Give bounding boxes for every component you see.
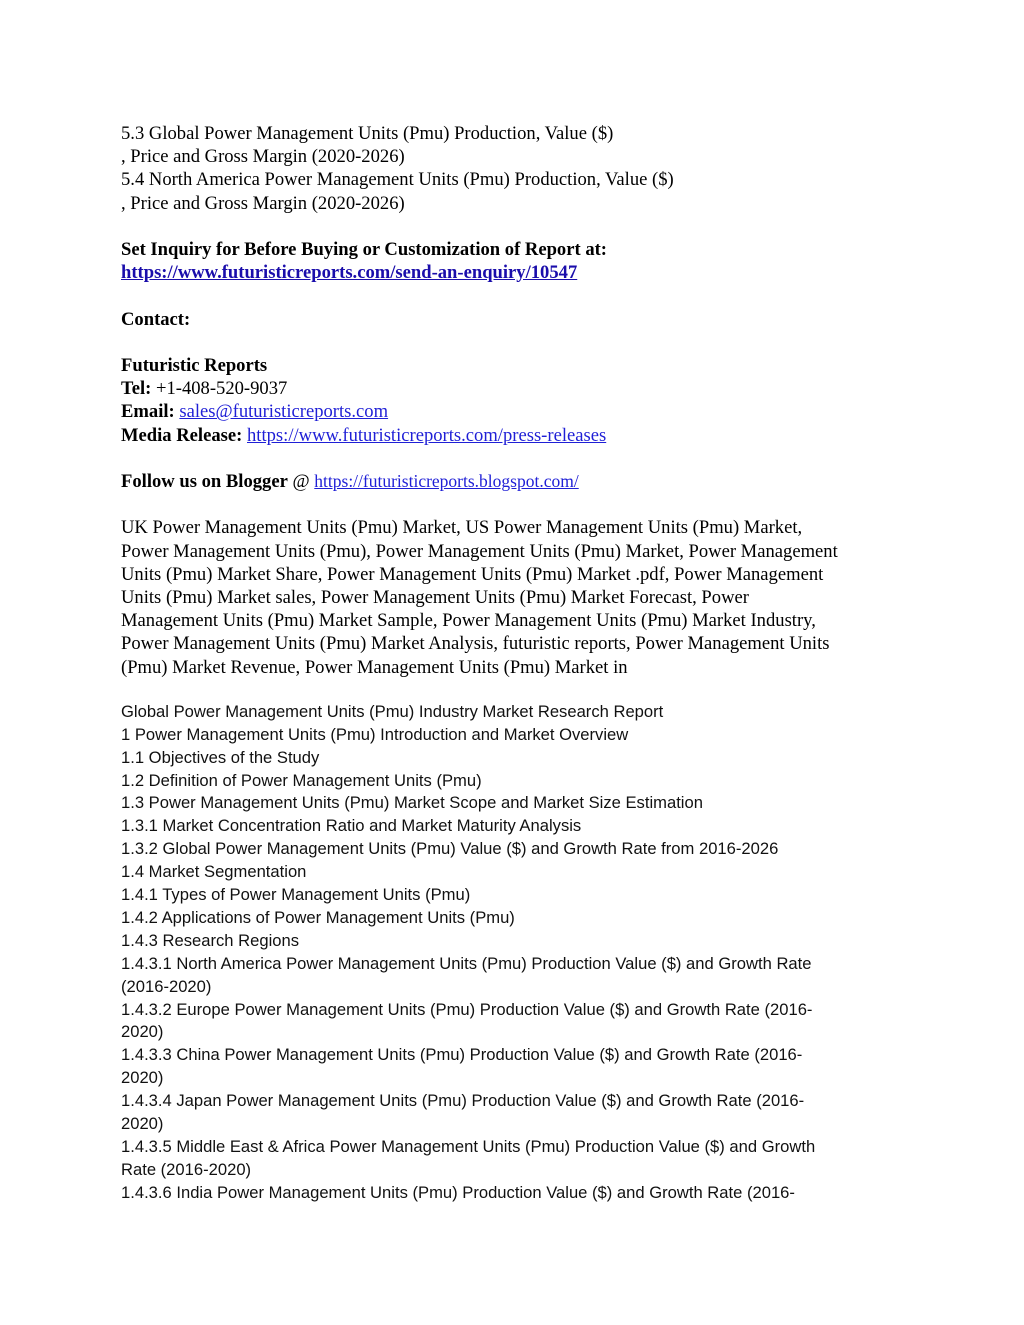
keywords-paragraph bbox=[121, 516, 911, 678]
email-link[interactable]: sales@futuristicreports.com bbox=[179, 401, 389, 423]
toc-item: 1.4.3.6 India Power Management Units (Pmu) Production Value ($) and Growth Rate (2016- bbox=[121, 1182, 795, 1202]
keywords-line: Power Management Units (Pmu), Power Management Units (Pmu) Market, Power Management bbox=[121, 540, 838, 562]
document-page bbox=[121, 122, 911, 1205]
toc-item: 1.2 Definition of Power Management Units (Pmu) bbox=[121, 770, 482, 790]
toc-item: 1.4.3.3 China Power Management Units (Pmu) Production Value ($) and Growth Rate (2016- bbox=[121, 1045, 803, 1065]
section-5-4-line1: 5.4 North America Power Management Units (Pmu) Production, Value ($) bbox=[121, 169, 674, 191]
toc-item: 1 Power Management Units (Pmu) Introduction and Market Overview bbox=[121, 724, 629, 744]
tel-value: +1-408-520-9037 bbox=[155, 378, 288, 400]
toc-item: 1.4.2 Applications of Power Management Units (Pmu) bbox=[121, 907, 515, 927]
toc-item: 1.3 Power Management Units (Pmu) Market Scope and Market Size Estimation bbox=[121, 793, 703, 813]
contact-block bbox=[121, 308, 911, 494]
toc-title: Global Power Management Units (Pmu) Industry Market Research Report bbox=[121, 701, 664, 721]
toc-item: 1.4.3 Research Regions bbox=[121, 930, 300, 950]
blogger-link[interactable]: https://futuristicreports.blogspot.com/ bbox=[314, 470, 579, 491]
toc-item: 1.4.1 Types of Power Management Units (Pmu) bbox=[121, 885, 471, 905]
keywords-line: UK Power Management Units (Pmu) Market, US Power Management Units (Pmu) Market, bbox=[121, 517, 803, 539]
toc-item: 1.4.3.5 Middle East & Africa Power Management Units (Pmu) Production Value ($) and Growth bbox=[121, 1137, 816, 1157]
company-name: Futuristic Reports bbox=[121, 354, 268, 376]
keywords-line: (Pmu) Market Revenue, Power Management Units (Pmu) Market in bbox=[121, 656, 628, 678]
table-of-contents bbox=[121, 701, 911, 1205]
keywords-line: Units (Pmu) Market sales, Power Management Units (Pmu) Market Forecast, Power bbox=[121, 586, 749, 608]
toc-item: 1.4 Market Segmentation bbox=[121, 862, 307, 882]
toc-item: 1.4.3.1 North America Power Management Units (Pmu) Production Value ($) and Growth Rate bbox=[121, 953, 812, 973]
media-release-link[interactable]: https://www.futuristicreports.com/press-releases bbox=[247, 424, 607, 446]
contact-heading: Contact: bbox=[121, 308, 191, 330]
inquiry-block bbox=[121, 238, 911, 284]
toc-item: 2020) bbox=[121, 1022, 164, 1042]
follow-at: @ bbox=[292, 470, 310, 492]
tel-label: Tel: bbox=[121, 378, 152, 400]
media-release-label: Media Release: bbox=[121, 424, 243, 446]
report-sections-block bbox=[121, 122, 911, 215]
toc-item: 2020) bbox=[121, 1114, 164, 1134]
section-5-4-line2: , Price and Gross Margin (2020-2026) bbox=[121, 192, 405, 214]
toc-item: 1.1 Objectives of the Study bbox=[121, 747, 320, 767]
section-5-3-line2: , Price and Gross Margin (2020-2026) bbox=[121, 146, 405, 168]
toc-item: 1.4.3.2 Europe Power Management Units (Pmu) Production Value ($) and Growth Rate (2016- bbox=[121, 999, 813, 1019]
inquiry-link[interactable]: https://www.futuristicreports.com/send-an-enquiry/10547 bbox=[121, 262, 578, 284]
toc-item: 1.4.3.4 Japan Power Management Units (Pmu) Production Value ($) and Growth Rate (2016- bbox=[121, 1091, 805, 1111]
keywords-line: Units (Pmu) Market Share, Power Management Units (Pmu) Market .pdf, Power Management bbox=[121, 563, 824, 585]
email-label: Email: bbox=[121, 401, 175, 423]
toc-item: 1.3.2 Global Power Management Units (Pmu) Value ($) and Growth Rate from 2016-2026 bbox=[121, 839, 779, 859]
toc-item: 2020) bbox=[121, 1068, 164, 1088]
keywords-line: Power Management Units (Pmu) Market Analysis, futuristic reports, Power Management Units bbox=[121, 633, 830, 655]
toc-item: (2016-2020) bbox=[121, 976, 212, 996]
section-5-3-line1: 5.3 Global Power Management Units (Pmu) Production, Value ($) bbox=[121, 123, 614, 144]
keywords-line: Management Units (Pmu) Market Sample, Power Management Units (Pmu) Market Industry, bbox=[121, 610, 816, 632]
follow-label: Follow us on Blogger bbox=[121, 470, 288, 492]
toc-item: 1.3.1 Market Concentration Ratio and Market Maturity Analysis bbox=[121, 816, 582, 836]
inquiry-heading: Set Inquiry for Before Buying or Customization of Report at: bbox=[121, 239, 607, 260]
toc-item: Rate (2016-2020) bbox=[121, 1159, 252, 1179]
